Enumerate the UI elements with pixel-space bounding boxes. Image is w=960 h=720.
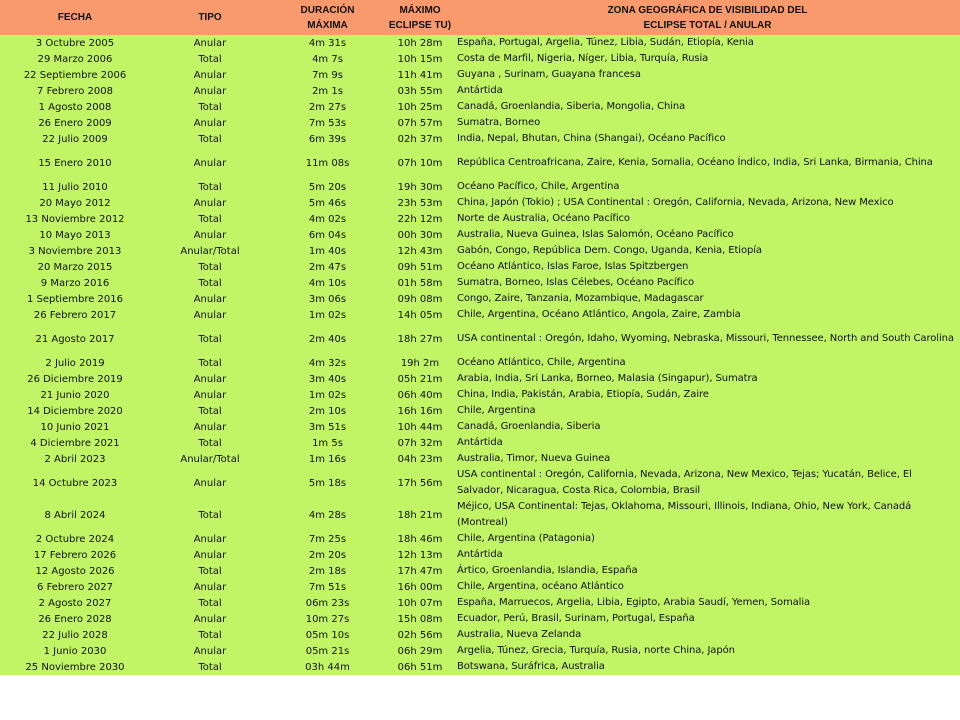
cell-fecha: 1 Junio 2030 [0,643,150,659]
cell-zona: India, Nepal, Bhutan, China (Shangai), Océano Pacífico [455,131,960,147]
cell-tipo: Total [150,659,270,675]
cell-zona: China, India, Pakistán, Arabia, Etiopía, Sudán, Zaire [455,387,960,403]
cell-duracion: 3m 40s [270,371,385,387]
table-body [0,35,960,675]
table-row [0,243,960,259]
header-tipo: TIPO [150,0,270,35]
cell-tipo: Total [150,179,270,195]
cell-tipo: Total [150,627,270,643]
cell-tipo: Total [150,323,270,355]
cell-fecha: 12 Agosto 2026 [0,563,150,579]
cell-duracion: 1m 02s [270,307,385,323]
cell-fecha: 26 Enero 2028 [0,611,150,627]
cell-maximo: 02h 37m [385,131,455,147]
cell-tipo: Total [150,211,270,227]
cell-fecha: 11 Julio 2010 [0,179,150,195]
table-row [0,451,960,467]
cell-zona: Australia, Nueva Guinea, Islas Salomón, Océano Pacífico [455,227,960,243]
table-row [0,115,960,131]
table-row [0,147,960,179]
cell-fecha: 22 Julio 2028 [0,627,150,643]
table-row [0,259,960,275]
cell-tipo: Anular [150,147,270,179]
table-row [0,67,960,83]
cell-tipo: Total [150,355,270,371]
cell-maximo: 03h 55m [385,83,455,99]
table-row [0,227,960,243]
cell-duracion: 7m 51s [270,579,385,595]
cell-fecha: 1 Septiembre 2016 [0,291,150,307]
cell-zona: Congo, Zaire, Tanzania, Mozambique, Madagascar [455,291,960,307]
cell-zona: Australia, Timor, Nueva Guinea [455,451,960,467]
cell-maximo: 09h 51m [385,259,455,275]
cell-fecha: 7 Febrero 2008 [0,83,150,99]
cell-tipo: Anular/Total [150,451,270,467]
cell-duracion: 4m 31s [270,35,385,51]
table-row [0,595,960,611]
cell-duracion: 2m 47s [270,259,385,275]
cell-duracion: 2m 10s [270,403,385,419]
cell-zona: Sumatra, Borneo [455,115,960,131]
cell-maximo: 12h 43m [385,243,455,259]
cell-fecha: 10 Mayo 2013 [0,227,150,243]
cell-maximo: 19h 2m [385,355,455,371]
cell-tipo: Total [150,563,270,579]
cell-fecha: 13 Noviembre 2012 [0,211,150,227]
cell-tipo: Total [150,403,270,419]
cell-fecha: 15 Enero 2010 [0,147,150,179]
cell-fecha: 17 Febrero 2026 [0,547,150,563]
cell-maximo: 17h 47m [385,563,455,579]
cell-zona: España, Portugal, Argelia, Túnez, Libia, Sudán, Etiopía, Kenia [455,35,960,51]
cell-fecha: 2 Abril 2023 [0,451,150,467]
cell-maximo: 22h 12m [385,211,455,227]
cell-duracion: 2m 40s [270,323,385,355]
cell-zona: Méjico, USA Continental: Tejas, Oklahoma, Missouri, Illinois, Indiana, Ohio, New York, Canadá (Montreal) [455,499,960,531]
cell-maximo: 10h 28m [385,35,455,51]
cell-maximo: 02h 56m [385,627,455,643]
cell-zona: Chile, Argentina [455,403,960,419]
header-duracion-line2: MÁXIMA [307,19,348,31]
cell-tipo: Anular [150,35,270,51]
cell-fecha: 22 Julio 2009 [0,131,150,147]
cell-tipo: Anular [150,419,270,435]
cell-fecha: 26 Febrero 2017 [0,307,150,323]
header-maximo-line2: ECLIPSE TU) [388,19,452,31]
cell-fecha: 6 Febrero 2027 [0,579,150,595]
table-row [0,179,960,195]
table-row [0,531,960,547]
cell-duracion: 06m 23s [270,595,385,611]
table-row [0,307,960,323]
cell-duracion: 5m 20s [270,179,385,195]
cell-tipo: Anular [150,307,270,323]
cell-fecha: 8 Abril 2024 [0,499,150,531]
table-row [0,659,960,675]
cell-tipo: Anular [150,227,270,243]
cell-duracion: 2m 1s [270,83,385,99]
cell-maximo: 05h 21m [385,371,455,387]
cell-duracion: 4m 10s [270,275,385,291]
cell-fecha: 20 Mayo 2012 [0,195,150,211]
cell-tipo: Anular [150,83,270,99]
cell-fecha: 9 Marzo 2016 [0,275,150,291]
cell-duracion: 2m 18s [270,563,385,579]
cell-duracion: 10m 27s [270,611,385,627]
cell-zona: Costa de Marfil, Nigeria, Níger, Libia, Turquía, Rusia [455,51,960,67]
table-row [0,563,960,579]
cell-maximo: 16h 16m [385,403,455,419]
table-row [0,51,960,67]
cell-tipo: Anular [150,579,270,595]
cell-maximo: 23h 53m [385,195,455,211]
cell-fecha: 4 Diciembre 2021 [0,435,150,451]
table-row [0,435,960,451]
cell-maximo: 06h 51m [385,659,455,675]
table-row [0,323,960,355]
cell-zona: España, Marruecos, Argelia, Libia, Egipto, Arabia Saudí, Yemen, Somalia [455,595,960,611]
cell-zona: Océano Atlántico, Chile, Argentina [455,355,960,371]
cell-zona: República Centroafricana, Zaire, Kenia, Somalia, Océano Índico, India, Sri Lanka, Birmania, China [455,147,960,179]
cell-tipo: Anular [150,611,270,627]
cell-zona: Antártida [455,435,960,451]
cell-maximo: 16h 00m [385,579,455,595]
cell-tipo: Anular [150,115,270,131]
cell-tipo: Total [150,99,270,115]
cell-fecha: 21 Agosto 2017 [0,323,150,355]
cell-zona: Canadá, Groenlandia, Siberia, Mongolia, China [455,99,960,115]
cell-fecha: 3 Octubre 2005 [0,35,150,51]
cell-tipo: Anular [150,547,270,563]
cell-duracion: 4m 32s [270,355,385,371]
cell-fecha: 22 Septiembre 2006 [0,67,150,83]
cell-tipo: Anular [150,387,270,403]
cell-duracion: 05m 21s [270,643,385,659]
cell-fecha: 10 Junio 2021 [0,419,150,435]
cell-maximo: 07h 57m [385,115,455,131]
cell-fecha: 2 Julio 2019 [0,355,150,371]
cell-maximo: 07h 32m [385,435,455,451]
cell-zona: Gabón, Congo, República Dem. Congo, Uganda, Kenia, Etiopía [455,243,960,259]
cell-tipo: Anular [150,195,270,211]
header-fecha: FECHA [0,0,150,35]
table-row [0,291,960,307]
cell-maximo: 09h 08m [385,291,455,307]
cell-duracion: 1m 5s [270,435,385,451]
cell-zona: Océano Atlántico, Islas Faroe, Islas Spitzbergen [455,259,960,275]
cell-duracion: 1m 16s [270,451,385,467]
cell-tipo: Anular/Total [150,243,270,259]
header-duracion [270,0,385,35]
cell-fecha: 14 Diciembre 2020 [0,403,150,419]
table-row [0,387,960,403]
cell-maximo: 07h 10m [385,147,455,179]
table-row [0,467,960,499]
cell-tipo: Anular [150,371,270,387]
cell-maximo: 01h 58m [385,275,455,291]
cell-zona: Sumatra, Borneo, Islas Célebes, Océano Pacífico [455,275,960,291]
cell-fecha: 1 Agosto 2008 [0,99,150,115]
cell-maximo: 00h 30m [385,227,455,243]
table-row [0,403,960,419]
table-row [0,643,960,659]
cell-maximo: 18h 46m [385,531,455,547]
cell-zona: Botswana, Suráfrica, Australia [455,659,960,675]
cell-duracion: 1m 02s [270,387,385,403]
cell-maximo: 17h 56m [385,467,455,499]
table-row [0,83,960,99]
cell-duracion: 3m 06s [270,291,385,307]
table-row [0,371,960,387]
cell-tipo: Anular [150,67,270,83]
cell-maximo: 19h 30m [385,179,455,195]
cell-zona: USA continental : Oregón, California, Nevada, Arizona, New Mexico, Tejas; Yucatán, Belice, El Salvador, Nicaragua, Costa Rica, Colombia, Brasil [455,467,960,499]
table-row [0,547,960,563]
table-row [0,211,960,227]
header-zona [455,0,960,35]
cell-fecha: 20 Marzo 2015 [0,259,150,275]
cell-duracion: 7m 53s [270,115,385,131]
cell-maximo: 14h 05m [385,307,455,323]
cell-duracion: 05m 10s [270,627,385,643]
cell-zona: Canadá, Groenlandia, Siberia [455,419,960,435]
cell-zona: Australia, Nueva Zelanda [455,627,960,643]
cell-tipo: Anular [150,291,270,307]
cell-maximo: 15h 08m [385,611,455,627]
cell-duracion: 4m 28s [270,499,385,531]
cell-zona: Chile, Argentina, Océano Atlántico, Angola, Zaire, Zambia [455,307,960,323]
cell-maximo: 10h 15m [385,51,455,67]
cell-maximo: 06h 40m [385,387,455,403]
table-row [0,99,960,115]
table-row [0,419,960,435]
cell-fecha: 25 Noviembre 2030 [0,659,150,675]
cell-maximo: 06h 29m [385,643,455,659]
cell-tipo: Total [150,275,270,291]
cell-duracion: 4m 02s [270,211,385,227]
cell-fecha: 3 Noviembre 2013 [0,243,150,259]
cell-duracion: 3m 51s [270,419,385,435]
cell-maximo: 11h 41m [385,67,455,83]
table-row [0,611,960,627]
cell-zona: Ártico, Groenlandia, Islandia, España [455,563,960,579]
cell-zona: Antártida [455,547,960,563]
cell-tipo: Anular [150,531,270,547]
cell-duracion: 1m 40s [270,243,385,259]
cell-fecha: 2 Agosto 2027 [0,595,150,611]
table-row [0,627,960,643]
cell-fecha: 21 Junio 2020 [0,387,150,403]
cell-fecha: 2 Octubre 2024 [0,531,150,547]
table-row [0,579,960,595]
cell-maximo: 10h 25m [385,99,455,115]
cell-duracion: 4m 7s [270,51,385,67]
cell-duracion: 7m 25s [270,531,385,547]
table-row [0,499,960,531]
header-zona-line2: ECLIPSE TOTAL / ANULAR [643,19,772,31]
header-duracion-line1: DURACIÓN [300,4,355,16]
cell-tipo: Total [150,259,270,275]
cell-zona: Ecuador, Perú, Brasil, Surinam, Portugal, España [455,611,960,627]
cell-duracion: 6m 39s [270,131,385,147]
table-row [0,35,960,51]
cell-tipo: Total [150,435,270,451]
cell-tipo: Anular [150,467,270,499]
cell-maximo: 10h 07m [385,595,455,611]
cell-maximo: 10h 44m [385,419,455,435]
cell-zona: Océano Pacífico, Chile, Argentina [455,179,960,195]
cell-fecha: 29 Marzo 2006 [0,51,150,67]
header-zona-line1: ZONA GEOGRÁFICA DE VISIBILIDAD DEL [607,4,808,16]
header-maximo-line1: MÁXIMO [399,4,441,16]
table-row [0,131,960,147]
cell-fecha: 26 Diciembre 2019 [0,371,150,387]
cell-tipo: Total [150,499,270,531]
cell-zona: Chile, Argentina (Patagonia) [455,531,960,547]
cell-zona: Chile, Argentina, océano Atlántico [455,579,960,595]
cell-duracion: 2m 27s [270,99,385,115]
cell-zona: Antártida [455,83,960,99]
table-row [0,195,960,211]
cell-maximo: 18h 27m [385,323,455,355]
header-maximo [385,0,455,35]
cell-zona: Arabia, India, Sri Lanka, Borneo, Malasia (Singapur), Sumatra [455,371,960,387]
cell-fecha: 26 Enero 2009 [0,115,150,131]
header-row [0,0,960,35]
cell-tipo: Anular [150,643,270,659]
cell-duracion: 2m 20s [270,547,385,563]
cell-zona: Norte de Australia, Océano Pacífico [455,211,960,227]
cell-zona: China, Japón (Tokio) ; USA Continental : Oregón, California, Nevada, Arizona, New Mexico [455,195,960,211]
cell-maximo: 18h 21m [385,499,455,531]
cell-duracion: 5m 46s [270,195,385,211]
table-row [0,355,960,371]
table-header [0,0,960,35]
cell-duracion: 6m 04s [270,227,385,243]
cell-tipo: Total [150,131,270,147]
cell-zona: USA continental : Oregón, Idaho, Wyoming, Nebraska, Missouri, Tennessee, North and South Carolina [455,323,960,355]
cell-duracion: 7m 9s [270,67,385,83]
table-row [0,275,960,291]
cell-maximo: 04h 23m [385,451,455,467]
cell-duracion: 11m 08s [270,147,385,179]
cell-fecha: 14 Octubre 2023 [0,467,150,499]
cell-zona: Guyana , Surinam, Guayana francesa [455,67,960,83]
cell-maximo: 12h 13m [385,547,455,563]
cell-duracion: 03h 44m [270,659,385,675]
cell-duracion: 5m 18s [270,467,385,499]
cell-zona: Argelia, Túnez, Grecia, Turquía, Rusia, norte China, Japón [455,643,960,659]
cell-tipo: Total [150,51,270,67]
cell-tipo: Total [150,595,270,611]
